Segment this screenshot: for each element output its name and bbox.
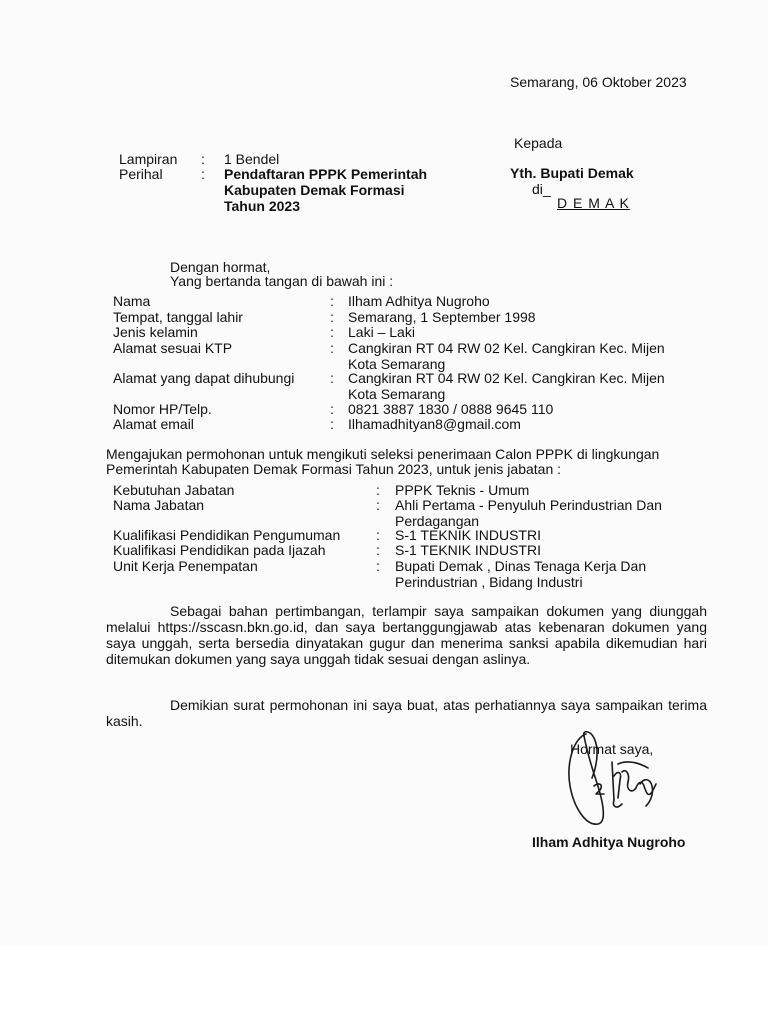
identity-value-3: Cangkiran RT 04 RW 02 Kel. Cangkiran Kec. Mijen Kota Semarang: [348, 340, 665, 372]
identity-colon-4: :: [330, 370, 334, 386]
perihal-colon: :: [201, 166, 205, 182]
lampiran-label: Lampiran: [119, 151, 178, 167]
position-value-0: PPPK Teknis - Umum: [395, 482, 530, 498]
position-value-4: Bupati Demak , Dinas Tenaga Kerja Dan Perindustrian , Bidang Industri: [395, 558, 647, 590]
position-colon-4: :: [376, 558, 380, 574]
position-label-2: Kualifikasi Pendidikan Pengumuman: [113, 527, 341, 543]
identity-label-1: Tempat, tanggal lahir: [113, 309, 243, 325]
position-colon-3: :: [376, 542, 380, 558]
identity-label-2: Jenis kelamin: [113, 324, 198, 340]
position-colon-0: :: [376, 482, 380, 498]
identity-colon-1: :: [330, 309, 334, 325]
closing-salutation: Hormat saya,: [570, 741, 654, 757]
intro-line: Yang bertanda tangan di bawah ini :: [170, 273, 394, 289]
identity-colon-2: :: [330, 324, 334, 340]
recipient-kepada: Kepada: [514, 135, 563, 151]
identity-label-5: Nomor HP/Telp.: [113, 401, 212, 417]
page-bottom-margin: [0, 946, 768, 1024]
recipient-place: D E M A K: [557, 195, 630, 211]
position-value-3: S-1 TEKNIK INDUSTRI: [395, 542, 541, 558]
application-line-1: Mengajukan permohonan untuk mengikuti seleksi penerimaan Calon PPPK di lingkungan: [106, 446, 660, 462]
position-label-4: Unit Kerja Penempatan: [113, 558, 258, 574]
recipient-title: Yth. Bupati Demak: [510, 165, 634, 181]
identity-value-0: Ilham Adhitya Nugroho: [348, 293, 490, 309]
identity-label-4: Alamat yang dapat dihubungi: [113, 370, 295, 386]
letter-date: Semarang, 06 Oktober 2023: [510, 74, 687, 90]
signature-image: [556, 728, 680, 832]
identity-label-0: Nama: [113, 293, 151, 309]
perihal-value: Pendaftaran PPPK Pemerintah Kabupaten Demak Formasi Tahun 2023: [224, 166, 428, 214]
identity-value-1: Semarang, 1 September 1998: [348, 309, 536, 325]
identity-label-3: Alamat sesuai KTP: [113, 340, 233, 356]
identity-value-2: Laki – Laki: [348, 324, 415, 340]
identity-colon-3: :: [330, 340, 334, 356]
position-colon-1: :: [376, 497, 380, 513]
position-label-0: Kebutuhan Jabatan: [113, 482, 235, 498]
paragraph-documents: Sebagai bahan pertimbangan, terlampir saya sampaikan dokumen yang diunggah melalui https://sscasn.bkn.go.id, dan saya bertanggungjawab atas kebenaran dokumen yang saya unggah, serta bersedia dinyatakan gugur dan menerima sanksi apabila dikemudian hari ditemukan dokumen yang saya unggah tidak sesuai dengan aslinya.: [106, 603, 707, 667]
identity-label-6: Alamat email: [113, 416, 194, 432]
position-colon-2: :: [376, 527, 380, 543]
perihal-label: Perihal: [119, 166, 163, 182]
identity-value-4: Cangkiran RT 04 RW 02 Kel. Cangkiran Kec. Mijen Kota Semarang: [348, 370, 665, 402]
identity-colon-0: :: [330, 293, 334, 309]
position-label-1: Nama Jabatan: [113, 497, 205, 513]
position-value-1: Ahli Pertama - Penyuluh Perindustrian Dan Perdagangan: [395, 497, 662, 529]
identity-value-5: 0821 3887 1830 / 0888 9645 110: [348, 401, 554, 417]
application-line-2: Pemerintah Kabupaten Demak Formasi Tahun 2023, untuk jenis jabatan :: [106, 461, 562, 477]
identity-colon-5: :: [330, 401, 334, 417]
position-value-2: S-1 TEKNIK INDUSTRI: [395, 527, 541, 543]
lampiran-value: 1 Bendel: [224, 151, 280, 167]
greeting: Dengan hormat,: [170, 259, 271, 275]
lampiran-colon: :: [201, 151, 205, 167]
position-label-3: Kualifikasi Pendidikan pada Ijazah: [113, 542, 326, 558]
recipient-di: di_: [532, 181, 551, 197]
paragraph-closing: Demikian surat permohonan ini saya buat, atas perhatiannya saya sampaikan terima kasih.: [106, 697, 707, 729]
identity-colon-6: :: [330, 416, 334, 432]
signatory-name: Ilham Adhitya Nugroho: [532, 834, 686, 850]
identity-value-6: Ilhamadhityan8@gmail.com: [348, 416, 521, 432]
